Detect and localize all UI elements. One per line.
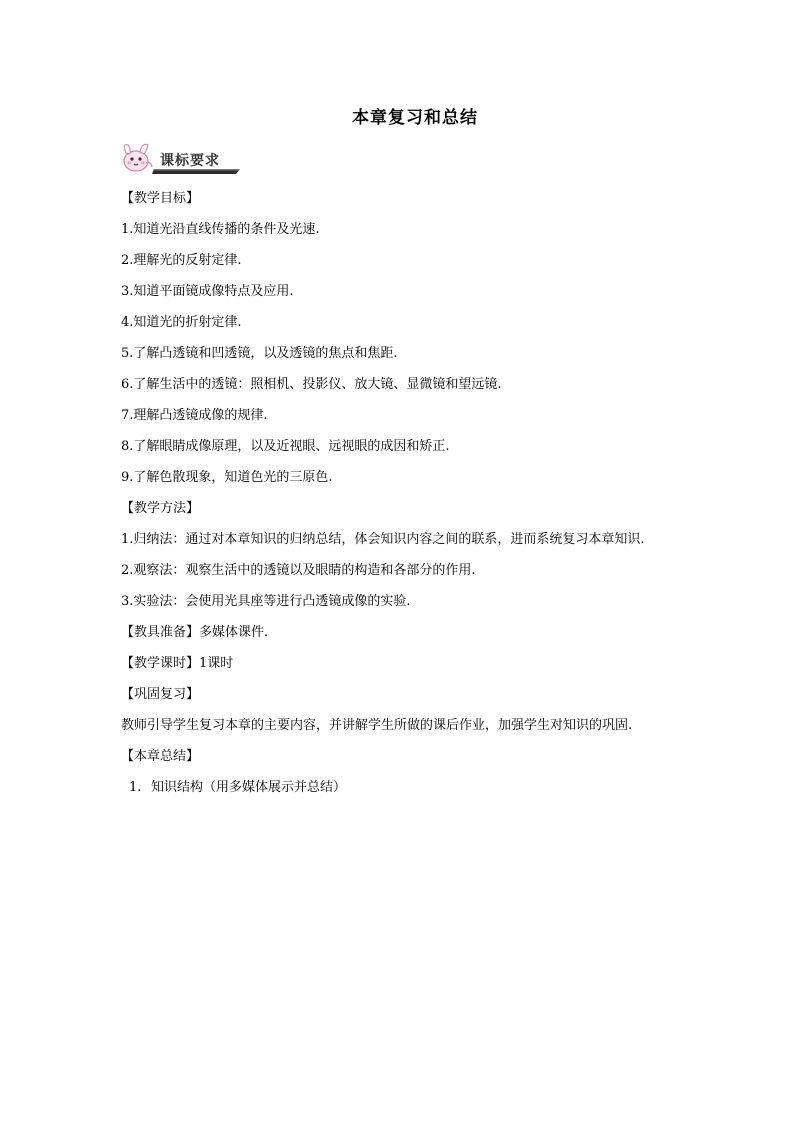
objective-item: 1.知道光沿直线传播的条件及光速. xyxy=(121,222,320,237)
teaching-aids-line: 【教具准备】多媒体课件. xyxy=(121,625,269,640)
method-item: 1.归纳法：通过对本章知识的归纳总结，体会知识内容之间的联系，进而系统复习本章知识. xyxy=(121,532,645,547)
objective-item: 6.了解生活中的透镜：照相机、投影仪、放大镜、显微镜和望远镜. xyxy=(121,377,502,392)
summary-item xyxy=(121,772,721,803)
objective-item: 2.理解光的反射定律. xyxy=(121,253,242,268)
summary-item-number: 1. xyxy=(129,780,142,795)
class-hours-line: 【教学课时】1课时 xyxy=(121,656,234,671)
section-badge xyxy=(118,141,248,177)
method-item: 2.观察法：观察生活中的透镜以及眼睛的构造和各部分的作用. xyxy=(121,563,476,578)
summary-item-text: 知识结构（用多媒体展示并总结） xyxy=(151,780,347,795)
page-title: 本章复习和总结 xyxy=(352,108,478,128)
method-item: 3.实验法：会使用光具座等进行凸透镜成像的实验. xyxy=(121,594,411,609)
objective-item: 8.了解眼睛成像原理，以及近视眼、远视眼的成因和矫正. xyxy=(121,439,450,454)
objective-item: 9.了解色散现象，知道色光的三原色. xyxy=(121,470,333,485)
review-paragraph: 教师引导学生复习本章的主要内容，并讲解学生所做的课后作业，加强学生对知识的巩固. xyxy=(121,718,633,733)
objective-item: 5.了解凸透镜和凹透镜，以及透镜的焦点和焦距. xyxy=(121,346,398,361)
section-heading-methods: 【教学方法】 xyxy=(121,501,200,516)
objective-item: 7.理解凸透镜成像的规律. xyxy=(121,408,268,423)
document-body xyxy=(121,183,721,803)
badge-label: 课标要求 xyxy=(160,153,220,169)
section-heading-objectives: 【教学目标】 xyxy=(121,191,200,206)
objective-item: 4.知道光的折射定律. xyxy=(121,315,242,330)
section-heading-review: 【巩固复习】 xyxy=(121,687,200,702)
objective-item: 3.知道平面镜成像特点及应用. xyxy=(121,284,294,299)
section-heading-summary: 【本章总结】 xyxy=(121,749,200,764)
